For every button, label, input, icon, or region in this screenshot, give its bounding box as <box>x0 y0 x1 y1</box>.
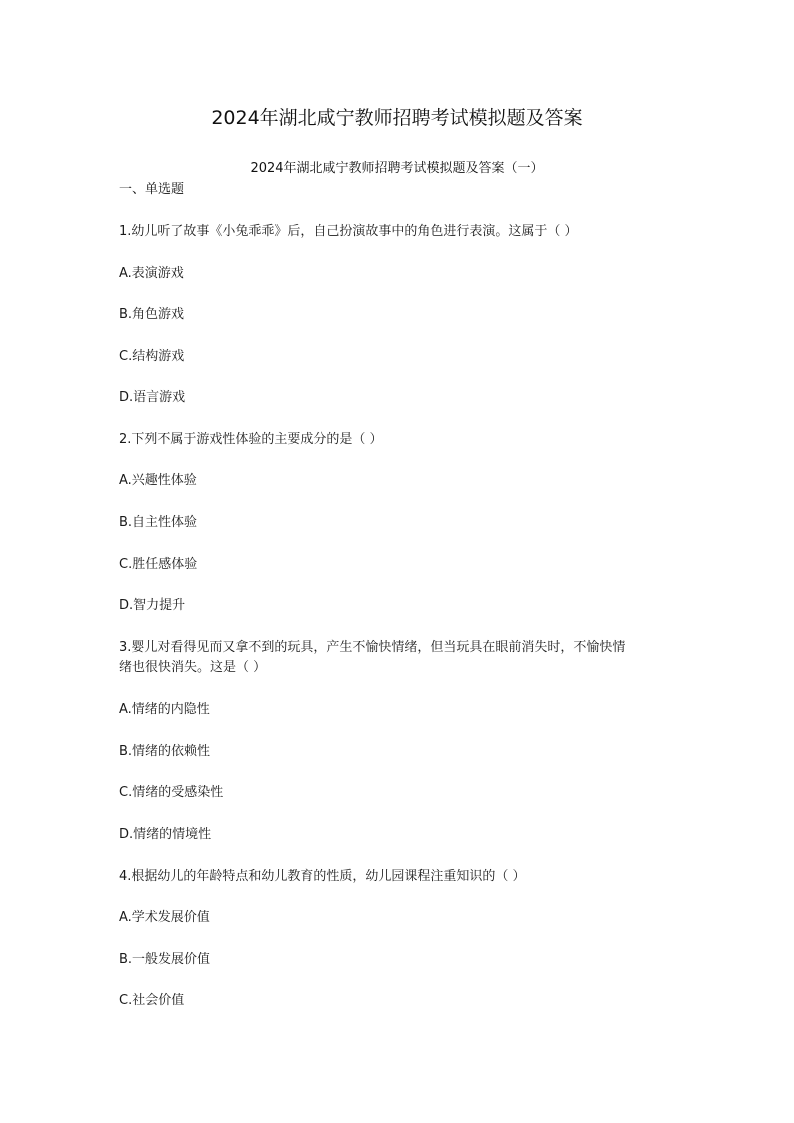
question-1-option-d: D.语言游戏 <box>119 390 186 405</box>
question-4-option-c: C.社会价值 <box>119 993 185 1008</box>
question-1-option-b: B.角色游戏 <box>119 307 185 322</box>
question-1-option-a: A.表演游戏 <box>119 266 184 281</box>
question-2-option-a: A.兴趣性体验 <box>119 473 197 488</box>
question-1-option-c: C.结构游戏 <box>119 349 185 364</box>
document-title: 2024年湖北咸宁教师招聘考试模拟题及答案 <box>211 107 583 129</box>
section-heading: 一、单选题 <box>119 182 185 197</box>
question-2-stem: 2.下列不属于游戏性体验的主要成分的是（ ） <box>119 432 383 447</box>
question-1-stem: 1.幼儿听了故事《小兔乖乖》后，自己扮演故事中的角色进行表演。这属于（ ） <box>119 224 578 239</box>
question-3-option-a: A.情绪的内隐性 <box>119 702 210 717</box>
document-subtitle: 2024年湖北咸宁教师招聘考试模拟题及答案（一） <box>250 161 544 176</box>
question-3-stem-line-1: 3.婴儿对看得见而又拿不到的玩具，产生不愉快情绪，但当玩具在眼前消失时，不愉快情 <box>119 640 626 655</box>
question-2-option-c: C.胜任感体验 <box>119 557 198 572</box>
question-3-stem-line-2: 绪也很快消失。这是（ ） <box>119 660 267 675</box>
question-3-option-c: C.情绪的受感染性 <box>119 785 224 800</box>
question-3-option-b: B.情绪的依赖性 <box>119 744 211 759</box>
question-2-option-d: D.智力提升 <box>119 598 186 613</box>
question-2-option-b: B.自主性体验 <box>119 515 198 530</box>
question-4-option-b: B.一般发展价值 <box>119 952 211 967</box>
question-3-option-d: D.情绪的情境性 <box>119 827 212 842</box>
question-4-stem: 4.根据幼儿的年龄特点和幼儿教育的性质，幼儿园课程注重知识的（ ） <box>119 869 526 884</box>
question-4-option-a: A.学术发展价值 <box>119 910 210 925</box>
